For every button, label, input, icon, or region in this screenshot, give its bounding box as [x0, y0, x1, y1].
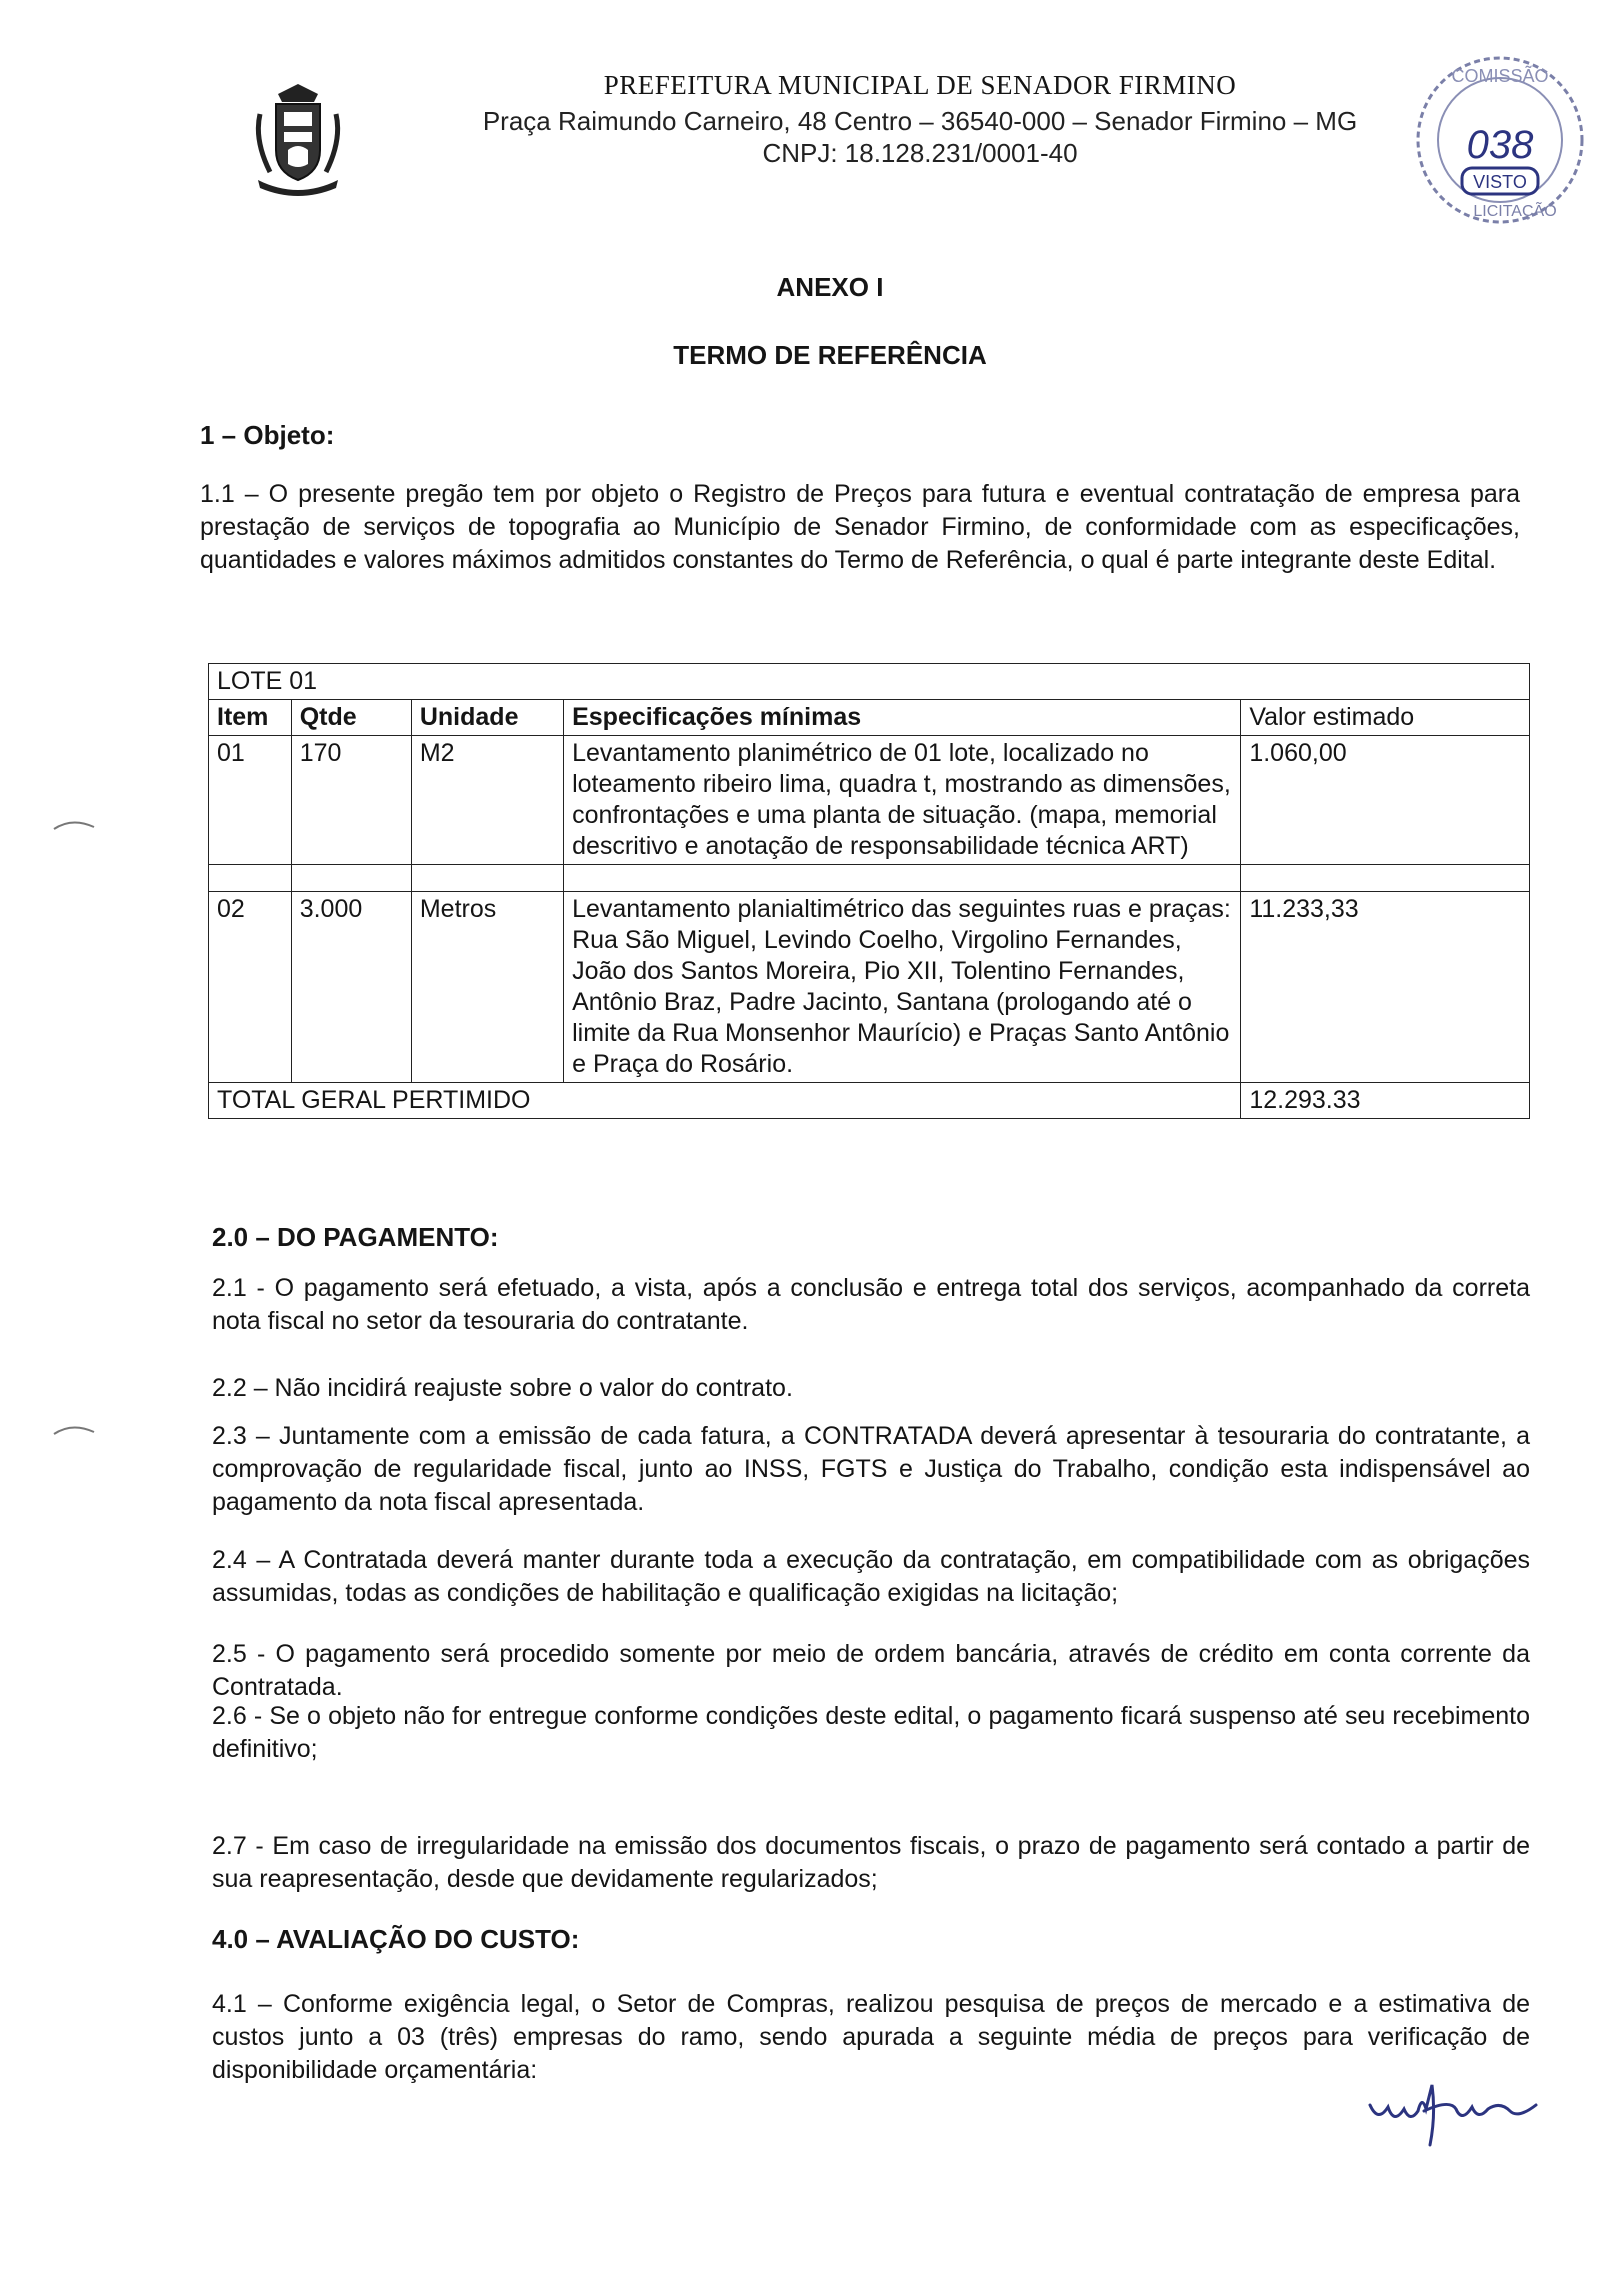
annex-heading: ANEXO I: [776, 272, 884, 302]
total-value: 12.293.33: [1241, 1083, 1530, 1119]
header-cnpj: CNPJ: 18.128.231/0001-40: [762, 138, 1078, 168]
table-header-row: [209, 700, 1530, 736]
row-unidade: M2: [411, 736, 563, 865]
margin-mark: [50, 815, 100, 835]
stamp-bottom-text: LICITAÇÃO: [1473, 203, 1557, 220]
header-title: PREFEITURA MUNICIPAL DE SENADOR FIRMINO: [603, 70, 1237, 100]
section-avaliacao-heading: 4.0 – AVALIAÇÃO DO CUSTO:: [212, 1924, 580, 1954]
paragraph-2-7: 2.7 - Em caso de irregularidade na emissão dos documentos fiscais, o prazo de pagamento será contado a partir de sua reapresentação, desde que devidamente regularizados;: [212, 1832, 1530, 1893]
row-unidade: Metros: [411, 892, 563, 1083]
total-row: [209, 1083, 1530, 1119]
row-valor: 1.060,00: [1241, 736, 1530, 865]
header-spec: Especificações mínimas: [564, 700, 1241, 736]
paragraph-2-1: 2.1 - O pagamento será efetuado, a vista, após a conclusão e entrega total dos serviços, acompanhado da correta nota fiscal no setor da tesouraria do contratante.: [212, 1274, 1530, 1335]
row-qtde: 3.000: [291, 892, 411, 1083]
paragraph-2-4: 2.4 – A Contratada deverá manter durante toda a execução da contratação, em compatibilidade com as obrigações assumidas, todas as condições de habilitação e qualificação exigidas na licitação;: [212, 1546, 1530, 1607]
row-spec: Levantamento planialtimétrico das seguintes ruas e praças: Rua São Miguel, Levindo Coelho, Virgolino Fernandes, João dos Santos Moreira, Pio XII, Tolentino Fernandes, Antônio Braz, Padre Jacinto, Santana (prologando até o limite da Rua Monsenhor Maurício) e Praças Santo Antônio e Praça do Rosário.: [564, 892, 1241, 1083]
paragraph-2-3: 2.3 – Juntamente com a emissão de cada fatura, a CONTRATADA deverá apresentar à tesouraria do contratante, a comprovação de regularidade fiscal, junto ao INSS, FGTS e Justiça do Trabalho, condição esta indispensável ao pagamento da nota fiscal apresentada.: [212, 1422, 1530, 1516]
total-label: TOTAL GERAL PERTIMIDO: [209, 1083, 1241, 1119]
lote-table: [208, 663, 1530, 1119]
header-address: Praça Raimundo Carneiro, 48 Centro – 36540-000 – Senador Firmino – MG: [482, 106, 1358, 136]
header-valor: Valor estimado: [1241, 700, 1530, 736]
paragraph-2-6: 2.6 - Se o objeto não for entregue conforme condições deste edital, o pagamento ficará suspenso até seu recebimento definitivo;: [212, 1702, 1530, 1763]
section-objeto-heading: 1 – Objeto:: [200, 420, 335, 450]
stamp-middle-text: VISTO: [1473, 172, 1527, 192]
commission-stamp: [1390, 40, 1600, 250]
stamp-number: 038: [1466, 123, 1534, 167]
row-qtde: 170: [291, 736, 411, 865]
row-item: 01: [209, 736, 292, 865]
paragraph-2-2: 2.2 – Não incidirá reajuste sobre o valor do contrato.: [212, 1374, 793, 1402]
handwritten-signature: [1360, 2065, 1550, 2155]
table-row: [209, 892, 1530, 1083]
section-pagamento-heading: 2.0 – DO PAGAMENTO:: [212, 1222, 499, 1252]
row-valor: 11.233,33: [1241, 892, 1530, 1083]
document-title: TERMO DE REFERÊNCIA: [673, 340, 987, 370]
row-spec: Levantamento planimétrico de 01 lote, localizado no loteamento ribeiro lima, quadra t, mostrando as dimensões, confrontações e uma planta de situação. (mapa, memorial descritivo e anotação de responsabilidade técnica ART): [564, 736, 1241, 865]
lote-label: LOTE 01: [209, 664, 1241, 700]
paragraph-2-5: 2.5 - O pagamento será procedido somente por meio de ordem bancária, através de crédito em conta corrente da Contratada.: [212, 1640, 1530, 1701]
paragraph-4-1: 4.1 – Conforme exigência legal, o Setor de Compras, realizou pesquisa de preços de mercado e a estimativa de custos junto a 03 (três) empresas do ramo, sendo apurada a seguinte média de preços para verificação de disponibilidade orçamentária:: [212, 1990, 1530, 2084]
header-item: Item: [209, 700, 292, 736]
header-qtde: Qtde: [291, 700, 411, 736]
stamp-top-text: COMISSÃO: [1451, 66, 1549, 86]
municipal-crest-logo: [248, 80, 348, 200]
paragraph-1-1: 1.1 – O presente pregão tem por objeto o Registro de Preços para futura e eventual contratação de empresa para prestação de serviços de topografia ao Município de Senador Firmino, de conformidade com as especificações, quantidades e valores máximos admitidos constantes do Termo de Referência, o qual é parte integrante deste Edital.: [200, 480, 1520, 574]
margin-mark: [50, 1420, 100, 1440]
table-row: [209, 736, 1530, 865]
row-item: 02: [209, 892, 292, 1083]
header-unidade: Unidade: [411, 700, 563, 736]
